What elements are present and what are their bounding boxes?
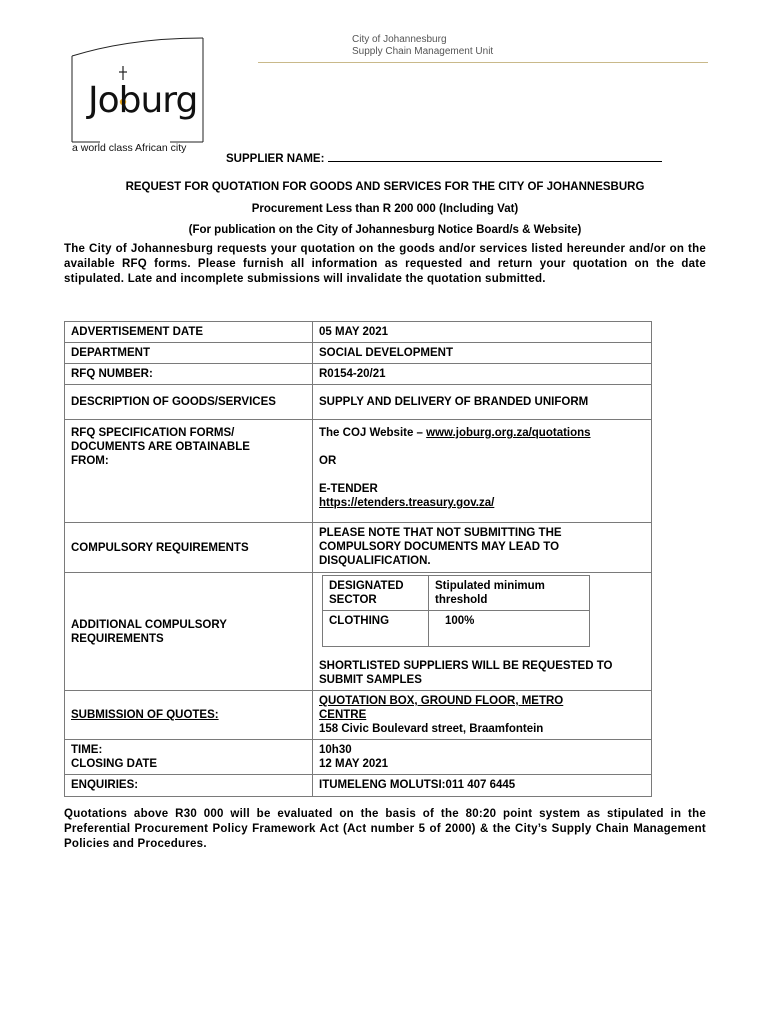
specification-label (65, 420, 313, 523)
intro-paragraph: The City of Johannesburg requests your quotation on the goods and/or services listed hereunder and/or on the available RFQ forms. Please furnish all information as requested and return your quotation on the date stipulated. Late and incomplete submissions will invalidate the quotation submitted. (64, 243, 706, 285)
additional-requirements-value (313, 573, 652, 691)
sector-value: CLOTHING (323, 611, 429, 647)
table-row (65, 523, 652, 573)
supplier-name-field (226, 152, 662, 165)
table-row (65, 691, 652, 740)
org-unit: Supply Chain Management Unit (352, 46, 494, 57)
submission-label: SUBMISSION OF QUOTES: (65, 691, 313, 740)
table-row (323, 576, 590, 611)
logo-tagline: a world class African city (72, 142, 187, 154)
threshold-header (429, 576, 590, 611)
description-value: SUPPLY AND DELIVERY OF BRANDED UNIFORM (313, 385, 652, 420)
time-label: TIME: (71, 744, 103, 756)
enquiries-label: ENQUIRIES: (65, 775, 313, 797)
specification-label-line: DOCUMENTS ARE OBTAINABLE (71, 441, 250, 453)
table-row (65, 385, 652, 420)
threshold-value: 100% (429, 611, 590, 647)
closing-date-label: CLOSING DATE (71, 758, 158, 770)
org-name: City of Johannesburg (352, 34, 447, 45)
enquiries-value: ITUMELENG MOLUTSI:011 407 6445 (313, 775, 652, 797)
closing-date-value: 12 MAY 2021 (319, 758, 389, 770)
submission-value (313, 691, 652, 740)
designated-sector-header-line: SECTOR (329, 594, 377, 606)
designated-sector-header (323, 576, 429, 611)
advertisement-date-label: ADVERTISEMENT DATE (65, 322, 313, 343)
rfq-number-label: RFQ NUMBER: (65, 364, 313, 385)
time-closing-value (313, 740, 652, 775)
threshold-header-line: threshold (435, 594, 488, 606)
joburg-logo (70, 36, 204, 144)
or-text: OR (319, 455, 337, 467)
table-row (65, 364, 652, 385)
logo-wordmark: Joburg (88, 80, 198, 121)
department-value: SOCIAL DEVELOPMENT (313, 343, 652, 364)
table-row (65, 775, 652, 797)
etender-link[interactable]: https://etenders.treasury.gov.za/ (319, 497, 495, 509)
table-row (65, 420, 652, 523)
table-row (65, 322, 652, 343)
supplier-name-blank (328, 152, 662, 162)
advertisement-date-value: 05 MAY 2021 (313, 322, 652, 343)
rfq-details-table (64, 321, 652, 797)
time-closing-label (65, 740, 313, 775)
compulsory-requirements-label: COMPULSORY REQUIREMENTS (65, 523, 313, 573)
supplier-name-label: SUPPLIER NAME: (226, 153, 325, 165)
specification-label-line: FROM: (71, 455, 109, 467)
time-value: 10h30 (319, 744, 352, 756)
publication-subtitle: (For publication on the City of Johannesburg Notice Board/s & Website) (188, 224, 582, 236)
submission-address: 158 Civic Boulevard street, Braamfontein (319, 723, 544, 735)
table-row (65, 573, 652, 691)
procurement-subtitle: Procurement Less than R 200 000 (Including Vat) (251, 203, 519, 215)
etender-label: E-TENDER (319, 483, 378, 495)
rfq-number-value: R0154-20/21 (313, 364, 652, 385)
table-row (65, 740, 652, 775)
additional-requirements-label-line: ADDITIONAL COMPULSORY (71, 618, 227, 631)
shortlisted-note: SHORTLISTED SUPPLIERS WILL BE REQUESTED TO SUBMIT SAMPLES (319, 660, 613, 686)
coj-website-line (319, 426, 645, 440)
compulsory-requirements-value: PLEASE NOTE THAT NOT SUBMITTING THE COMPULSORY DOCUMENTS MAY LEAD TO DISQUALIFICATION. (313, 523, 652, 573)
table-row (323, 611, 590, 647)
description-label: DESCRIPTION OF GOODS/SERVICES (65, 385, 313, 420)
evaluation-note: Quotations above R30 000 will be evaluated on the basis of the 80:20 point system as stipulated in the Preferential Procurement Policy Framework Act (Act number 5 of 2000) & the City’s Supply Chain Management Policies and Procedures. (64, 808, 706, 850)
document-title: REQUEST FOR QUOTATION FOR GOODS AND SERVICES FOR THE CITY OF JOHANNESBURG (125, 181, 645, 193)
specification-sources (313, 420, 652, 523)
additional-requirements-label-line: REQUIREMENTS (71, 632, 164, 645)
designated-sector-header-line: DESIGNATED (329, 580, 404, 592)
additional-requirements-label (65, 573, 313, 691)
coj-website-prefix: The COJ Website – (319, 427, 427, 439)
specification-label-line: RFQ SPECIFICATION FORMS/ (71, 427, 235, 439)
org-header (352, 34, 493, 58)
header-divider (258, 62, 708, 63)
coj-website-link[interactable]: www.joburg.org.za/quotations (426, 427, 591, 439)
quotation-box-line: QUOTATION BOX, GROUND FLOOR, METRO (319, 695, 564, 707)
designated-sector-table (322, 575, 590, 647)
quotation-box-line: CENTRE (319, 709, 367, 721)
threshold-header-line: Stipulated minimum (435, 580, 545, 592)
table-row (65, 343, 652, 364)
department-label: DEPARTMENT (65, 343, 313, 364)
